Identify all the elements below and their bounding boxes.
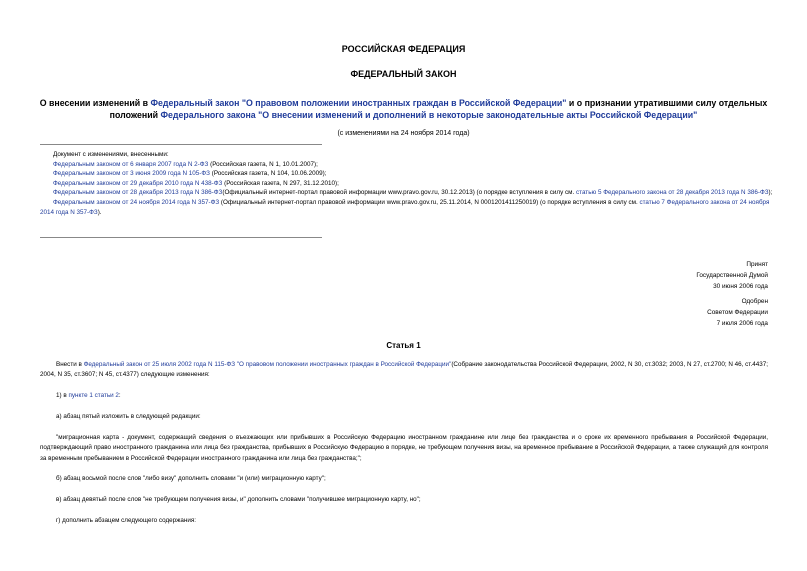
amendment-source: (Российская газета, N 104, 10.06.2009); <box>209 170 327 178</box>
adopted-line-3: 30 июня 2006 года <box>713 283 768 290</box>
title-link-1[interactable]: Федеральный закон "О правовом положении иностранных граждан в Российской Федерации" <box>150 98 567 108</box>
doc-changes-header: Документ с изменениями, внесенными: <box>53 151 169 158</box>
paragraph-6 <box>40 495 768 505</box>
entry-into-force-link[interactable]: статью 7 Федерального закона от 24 ноября 2014 года N 357-ФЗ <box>40 198 770 216</box>
doc-changes-list <box>40 150 775 217</box>
p5-text: б) абзац восьмой после слов "либо визу" дополнить словами "и (или) миграционную карту"; <box>56 475 326 482</box>
amendment-source: (Официальный интернет-портал правовой информации www.pravo.gov.ru, 30.12.2013) (о порядке вступления в силу см. <box>222 189 576 197</box>
approved-line-1: Одобрен <box>741 298 768 305</box>
p4-text: "миграционная карта - документ, содержащий сведения о въезжающих или прибывших в Российскую Федерацию иностранном гражданине или лице без гражданства и о сроке их временного пребывания в Российской Федерации, подтверждающий право иностранного гражданина или лица без гражданства, прибывших в Российскую Федерацию в порядке, не требующем получения визы, на временное пребывание в Российской Федерации, а также служащий для контроля за временным пребыванием в Российской Федерации иностранного гражданина или лица без гражданства;"; <box>40 434 768 462</box>
p7-text: г) дополнить абзацем следующего содержания: <box>56 517 197 524</box>
amendment-link[interactable]: Федеральным законом от 3 июня 2009 года N 105-ФЗ <box>53 170 210 178</box>
amendment-source: (Российская газета, N 297, 31.12.2010); <box>222 179 339 187</box>
amendment-source: (Официальный интернет-портал правовой информации www.pravo.gov.ru, 25.11.2014, N 0001201411250019) (о порядке вступления в силу см. <box>219 198 640 206</box>
law-type-heading: ФЕДЕРАЛЬНЫЙ ЗАКОН <box>350 69 457 79</box>
approved-block <box>707 296 768 329</box>
paragraph-7 <box>40 516 768 526</box>
amendment-link[interactable]: Федеральным законом от 28 декабря 2013 года N 386-ФЗ <box>53 189 223 197</box>
approved-line-3: 7 июля 2006 года <box>716 320 768 327</box>
paragraph-3 <box>40 412 768 422</box>
p6-text: в) абзац девятый после слов "не требующем получения визы, и" дополнить словами "получившее миграционную карту, но"; <box>56 496 421 503</box>
list-item <box>40 179 775 189</box>
paragraph-2 <box>40 391 768 401</box>
amendment-source: (Российская газета, N 1, 10.01.2007); <box>208 160 318 168</box>
article-2-link[interactable]: пункте 1 статьи 2 <box>68 392 119 399</box>
changes-note: (с изменениями на 24 ноября 2014 года) <box>337 130 470 137</box>
amendment-tail: ). <box>97 208 102 216</box>
amendment-link[interactable]: Федеральным законом от 6 января 2007 года N 2-ФЗ <box>53 160 209 168</box>
amendment-tail: ); <box>768 189 773 197</box>
p1-end: (Собрание законодательства Российской Федерации, 2002, N 30, ст.3032; 2003, N 27, ст.2700; N 46, ст.4437; 2004, N 35, ст.3607; N 45, ст.4377) следующие изменения: <box>40 361 768 379</box>
p3-text: а) абзац пятый изложить в следующей редакции: <box>56 413 201 420</box>
country-heading: РОССИЙСКАЯ ФЕДЕРАЦИЯ <box>341 44 466 54</box>
title-part-2: и о признании утратившими силу отдельных положений <box>109 98 768 120</box>
title-part-1: О внесении изменений в <box>39 98 151 108</box>
amendment-link[interactable]: Федеральным законом от 29 декабря 2010 года N 438-ФЗ <box>53 179 223 187</box>
list-item <box>40 188 775 198</box>
law-title <box>30 98 777 121</box>
paragraph-5 <box>40 474 768 484</box>
law-115-link[interactable]: Федеральный закон от 25 июля 2002 года N 115-ФЗ "О правовом положении иностранных граждан в Российской Федерации" <box>83 361 452 368</box>
amendment-link[interactable]: Федеральным законом от 24 ноября 2014 года N 357-ФЗ <box>53 198 220 206</box>
adopted-line-1: Принят <box>746 261 768 268</box>
p2-end: : <box>118 392 121 399</box>
entry-into-force-link[interactable]: статью 5 Федерального закона от 28 декабря 2013 года N 386-ФЗ <box>575 189 769 197</box>
paragraph-1 <box>40 360 768 381</box>
p2-start: 1) в <box>56 392 69 399</box>
list-item <box>40 198 775 217</box>
paragraph-4 <box>40 433 768 464</box>
p1-start: Внести в <box>56 361 84 368</box>
approved-line-2: Советом Федерации <box>707 309 768 316</box>
article-title: Статья 1 <box>386 341 421 350</box>
adopted-block <box>696 259 768 292</box>
adopted-line-2: Государственной Думой <box>696 272 768 279</box>
bottom-divider <box>40 237 322 238</box>
list-item <box>40 160 775 170</box>
top-divider <box>40 144 322 145</box>
list-item <box>40 169 775 179</box>
title-link-2[interactable]: Федерального закона "О внесении изменений и дополнений в некоторые законодательные акты Российской Федерации" <box>160 109 698 120</box>
